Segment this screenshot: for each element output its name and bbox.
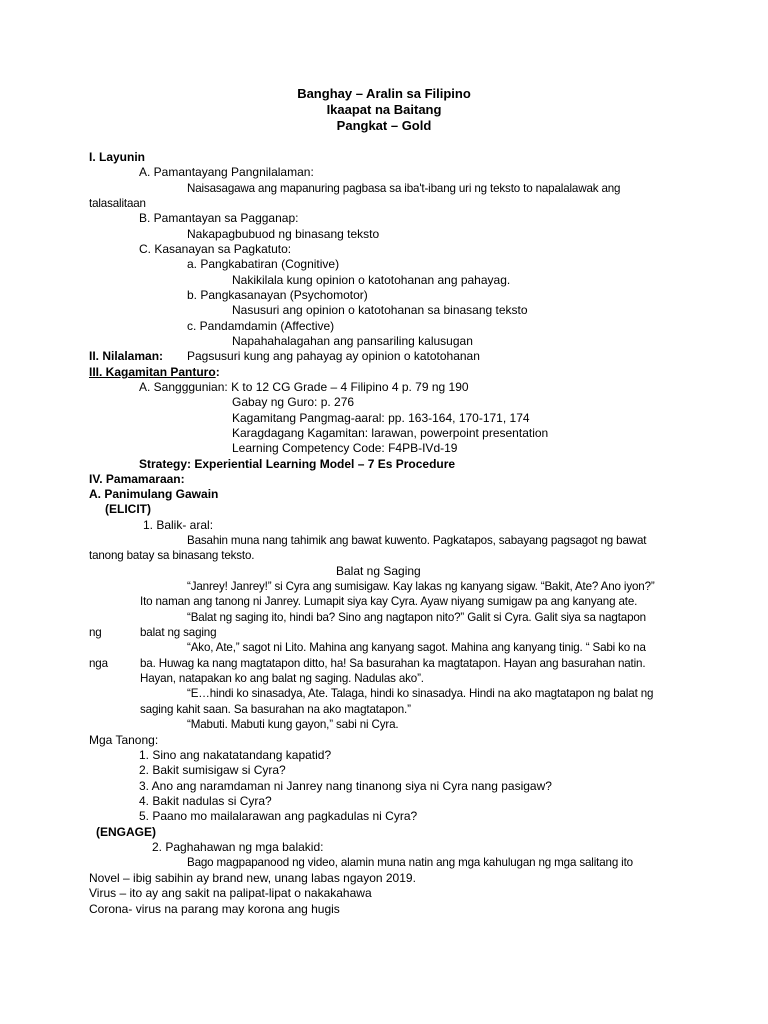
story-title: Balat ng Saging (336, 564, 421, 578)
layunin-b-label: B. Pamantayan sa Pagganap: (139, 211, 299, 225)
story-line: saging kahit saan. Sa basurahan na ako magtatapon.” (140, 703, 411, 716)
sanggunian-line: A. Sangggunian: K to 12 CG Grade – 4 Filipino 4 p. 79 ng 190 (139, 380, 469, 394)
engage-label: (ENGAGE) (96, 825, 156, 839)
gabay-guro: Gabay ng Guro: p. 276 (232, 395, 355, 409)
layunin-cb-text: Nasusuri ang opinion o katotohanan sa binasang teksto (232, 303, 528, 317)
story-line: Hayan, natapakan ko ang balat ng saging. Nadulas ako”. (140, 672, 424, 685)
section-name: Pangkat – Gold (336, 118, 432, 133)
layunin-ca-text: Nakikilala kung opinion o katotohanan ang pahayag. (232, 273, 511, 287)
elicit-label: (ELICIT) (105, 502, 151, 516)
story-line: Ito naman ang tanong ni Janrey. Lumapit siya kay Cyra. Ayaw niyang sumigaw pa ang kanyang ate. (140, 595, 638, 608)
question-item: 2. Bakit sumisigaw si Cyra? (139, 763, 286, 777)
layunin-cb-label: b. Pangkasanayan (Psychomotor) (187, 288, 368, 302)
story-line: “Balat ng saging ito, hindi ba? Sino ang nagtapon nito?” Galit si Cyra. Galit siya sa nagtapon (187, 611, 646, 624)
paghahawan-text: Bago magpapanood ng video, alamin muna natin ang mga kahulugan ng mga salitang ito (187, 856, 633, 869)
story-line: “Mabuti. Mabuti kung gayon,” sabi ni Cyra. (187, 718, 399, 731)
nilalaman-text: Pagsusuri kung ang pahayag ay opinion o katotohanan (187, 349, 480, 363)
layunin-a-label: A. Pamantayang Pangnilalaman: (139, 165, 314, 179)
vocabulary-item: Virus – ito ay ang sakit na palipat-lipat o nakakahawa (89, 886, 372, 900)
mga-tanong-heading: Mga Tanong: (89, 733, 159, 747)
story-line-prefix: nga (89, 657, 108, 670)
story-line-prefix: ng (89, 626, 102, 639)
story-line: “Janrey! Janrey!” si Cyra ang sumisigaw. Kay lakas ng kanyang sigaw. “Bakit, Ate? Ano iyon?” (187, 580, 655, 593)
balik-aral-text: Basahin muna nang tahimik ang bawat kuwento. Pagkatapos, sabayang pagsagot ng bawat (187, 534, 647, 547)
vocabulary-item: Novel – ibig sabihin ay brand new, unang labas ngayon 2019. (89, 871, 416, 885)
question-item: 3. Ano ang naramdaman ni Janrey nang tinanong siya ni Cyra nang pasigaw? (139, 779, 552, 793)
grade-level: Ikaapat na Baitang (326, 102, 442, 117)
balik-aral-label: 1. Balik- aral: (143, 518, 214, 532)
story-line: balat ng saging (140, 626, 217, 639)
layunin-c-label: C. Kasanayan sa Pagkatuto: (139, 242, 292, 256)
karagdagang-kagamitan: Karagdagang Kagamitan: larawan, powerpoint presentation (232, 426, 549, 440)
strategy-line: Strategy: Experiential Learning Model – 7 Es Procedure (139, 457, 456, 471)
layunin-ca-label: a. Pangkabatiran (Cognitive) (187, 257, 340, 271)
layunin-a-text: Naisasagawa ang mapanuring pagbasa sa iba't-ibang uri ng teksto to napalalawak ang (187, 182, 621, 195)
panimulang-gawain-heading: A. Panimulang Gawain (89, 487, 219, 501)
vocabulary-item: Corona- virus na parang may korona ang hugis (89, 902, 340, 916)
kagamitang-pangmag-aaral: Kagamitang Pangmag-aaral: pp. 163-164, 170-171, 174 (232, 411, 530, 425)
kagamitan-heading: III. Kagamitan Panturo: (89, 365, 220, 379)
layunin-a-text-cont: talasalitaan (89, 197, 146, 210)
story-line: ba. Huwag ka nang magtatapon ditto, ha! Sa basurahan ka magtatapon. Hayan ang basurahan natin. (140, 657, 646, 670)
question-item: 1. Sino ang nakatatandang kapatid? (139, 748, 332, 762)
paghahawan-label: 2. Paghahawan ng mga balakid: (152, 840, 324, 854)
nilalaman-heading: II. Nilalaman: (89, 349, 164, 363)
layunin-cc-text: Napahahalagahan ang pansariling kalusugan (232, 334, 473, 348)
balik-aral-text-cont: tanong batay sa binasang teksto. (89, 549, 255, 562)
document-title: Banghay – Aralin sa Filipino (297, 86, 471, 101)
story-line: “Ako, Ate,” sagot ni Lito. Mahina ang kanyang sagot. Mahina ang kanyang tinig. “ Sabi ko na (187, 641, 646, 654)
layunin-heading: I. Layunin (89, 150, 146, 164)
story-line: “E…hindi ko sinasadya, Ate. Talaga, hindi ko sinasadya. Hindi na ako magtatapon ng balat ng (187, 687, 654, 700)
layunin-cc-label: c. Pandamdamin (Affective) (187, 319, 335, 333)
question-item: 5. Paano mo mailalarawan ang pagkadulas ni Cyra? (139, 809, 418, 823)
pamamaraan-heading: IV. Pamamaraan: (89, 472, 185, 486)
learning-competency-code: Learning Competency Code: F4PB-IVd-19 (232, 441, 458, 455)
layunin-b-text: Nakapagbubuod ng binasang teksto (187, 227, 380, 241)
question-item: 4. Bakit nadulas si Cyra? (139, 794, 272, 808)
